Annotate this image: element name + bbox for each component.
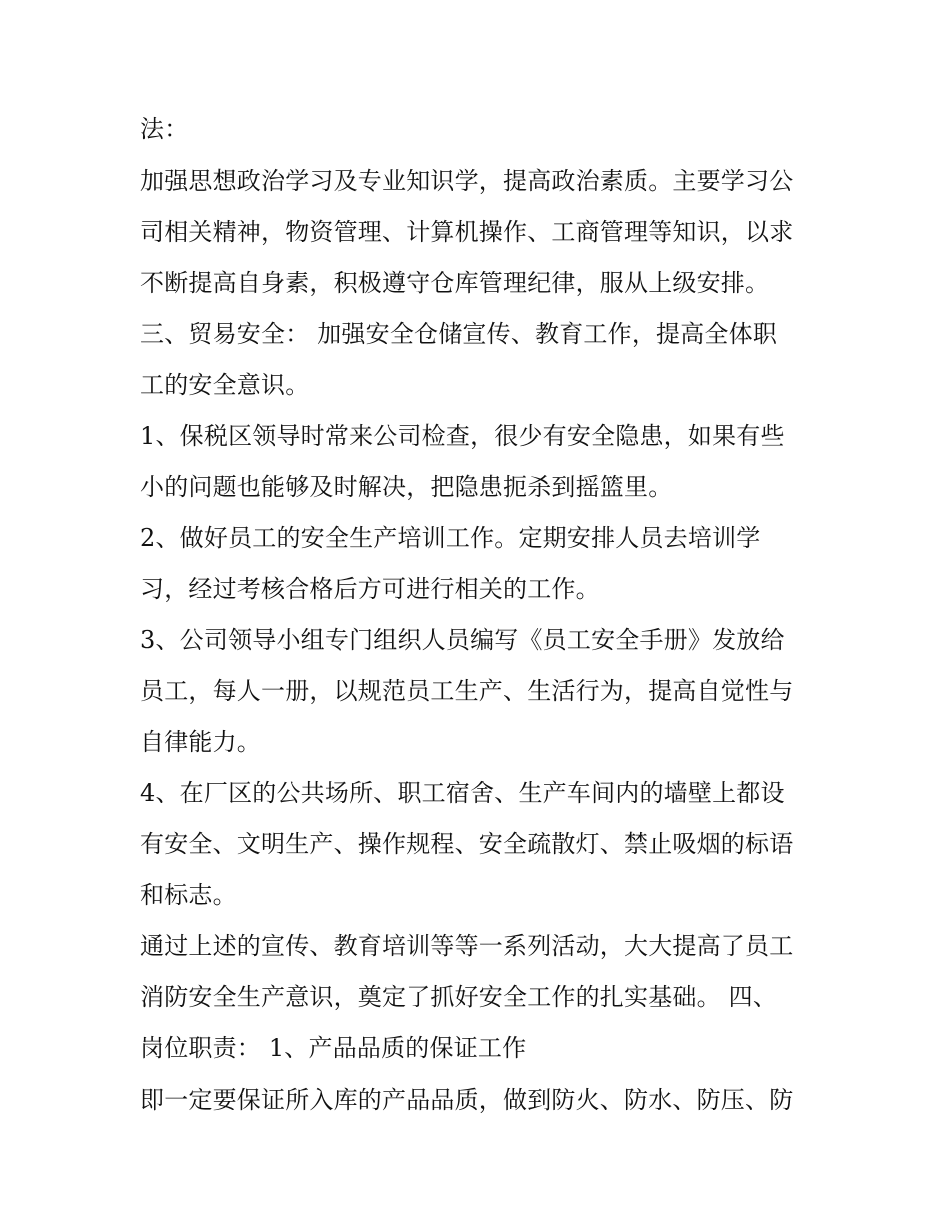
text-line: 消防安全生产意识，奠定了抓好安全工作的扎实基础。 四、: [140, 983, 778, 1011]
text-line: 通过上述的宣传、教育培训等等一系列活动，大大提高了员工: [140, 932, 794, 960]
text-line: 法：: [140, 115, 189, 143]
text-line: 三、贸易安全： 加强安全仓储宣传、教育工作，提高全体职: [140, 320, 778, 348]
text-line: 自律能力。: [140, 728, 261, 756]
text-line: 即一定要保证所入库的产品品质，做到防火、防水、防压、防: [140, 1086, 794, 1114]
text-line: 不断提高自身素，积极遵守仓库管理纪律，服从上级安排。: [140, 269, 770, 297]
text-line: 2、做好员工的安全生产培训工作。定期安排人员去培训学: [140, 524, 761, 552]
text-line: 1、保税区领导时常来公司检查，很少有安全隐患，如果有些: [140, 422, 785, 450]
text-line: 加强思想政治学习及专业知识学，提高政治素质。主要学习公: [140, 167, 794, 195]
text-line: 岗位职责： 1、产品品质的保证工作: [140, 1034, 527, 1062]
text-line: 3、公司领导小组专门组织人员编写《员工安全手册》发放给: [140, 626, 785, 654]
text-line: 员工，每人一册，以规范员工生产、生活行为，提高自觉性与: [140, 677, 794, 705]
text-line: 4、在厂区的公共场所、职工宿舍、生产车间内的墙壁上都设: [140, 779, 785, 807]
text-line: 小的问题也能够及时解决，把隐患扼杀到摇篮里。: [140, 473, 673, 501]
text-line: 工的安全意识。: [140, 371, 310, 399]
text-line: 和标志。: [140, 881, 237, 909]
text-line: 习，经过考核合格后方可进行相关的工作。: [140, 575, 600, 603]
text-line: 有安全、文明生产、操作规程、安全疏散灯、禁止吸烟的标语: [140, 830, 794, 858]
text-line: 司相关精神，物资管理、计算机操作、工商管理等知识，以求: [140, 218, 794, 246]
